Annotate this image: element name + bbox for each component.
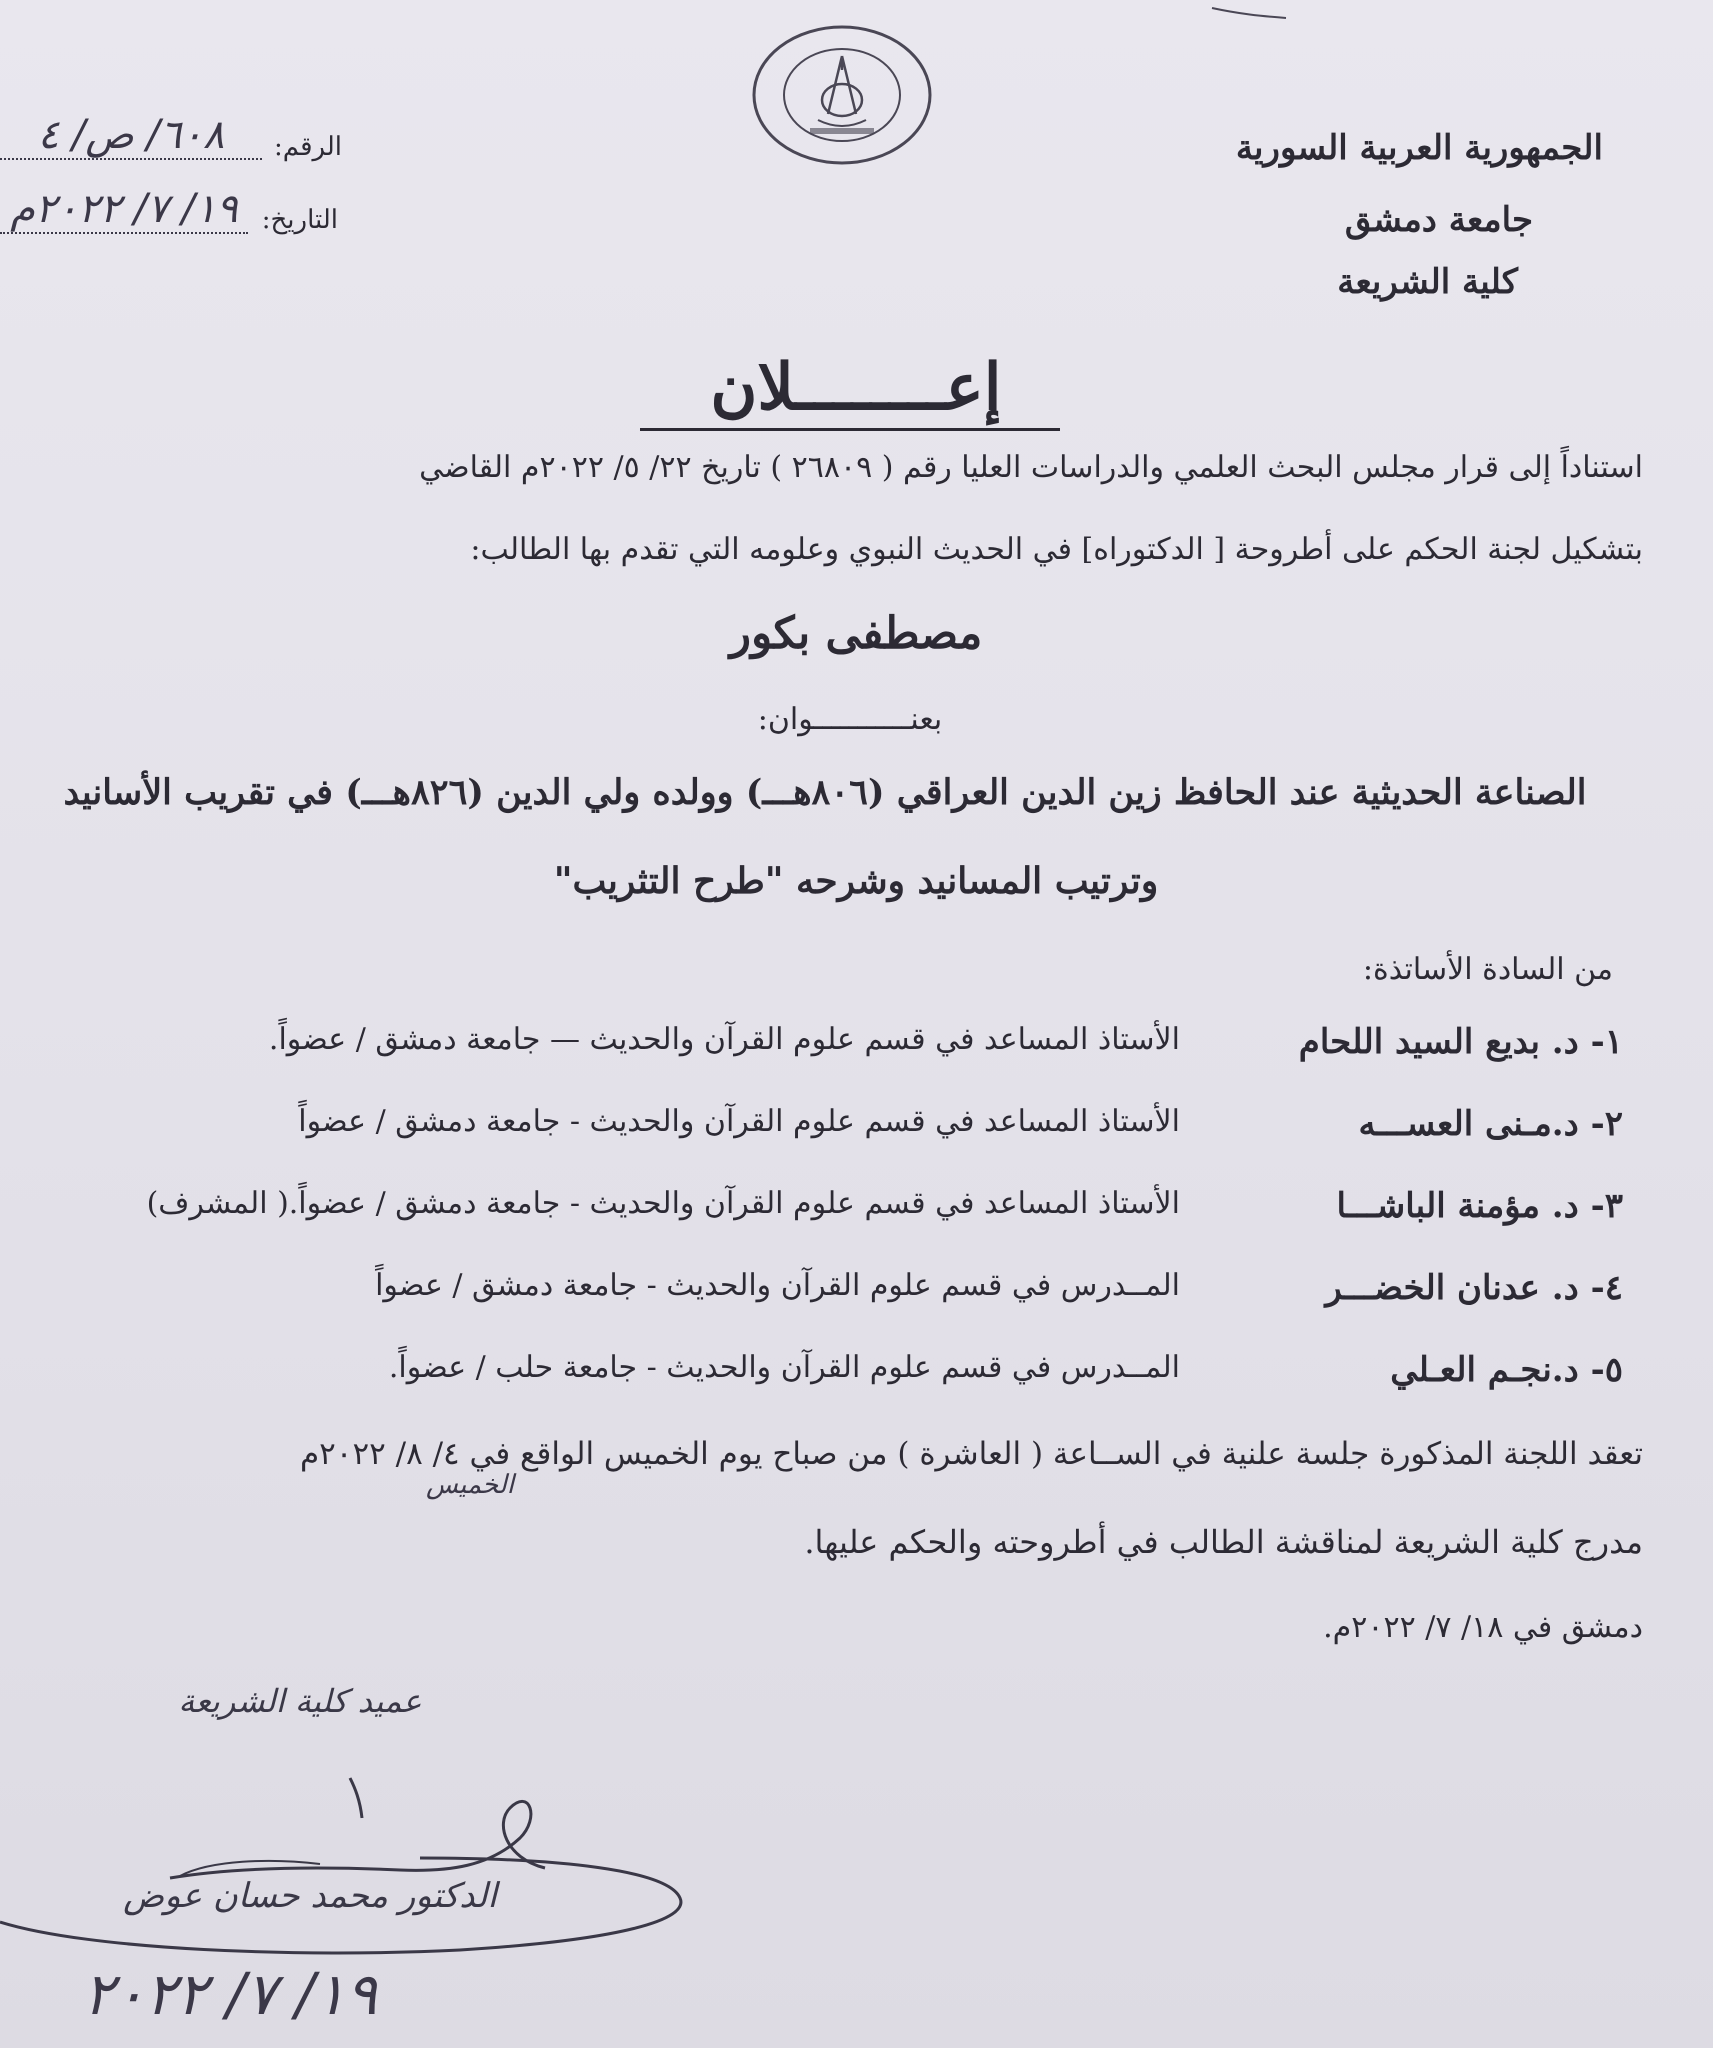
committee-member-position: الأستاذ المساعد في قسم علوم القرآن والحديث - جامعة دمشق / عضواً.( المشرف)	[146, 1186, 1180, 1221]
place-date: دمشق في ١٨/ ٧/ ٢٠٢٢م.	[1323, 1610, 1643, 1645]
thesis-title-label: بعنـــــــــــوان:	[757, 702, 943, 737]
committee-label: من السادة الأساتذة:	[1362, 952, 1613, 987]
number-value: ٦٠٨/ ص/ ٤	[0, 112, 262, 160]
committee-member-position: الأستاذ المساعد في قسم علوم القرآن والحديث - جامعة دمشق / عضواً	[298, 1104, 1180, 1139]
committee-member-position: المــدرس في قسم علوم القرآن والحديث - جامعة دمشق / عضواً	[375, 1268, 1180, 1303]
thesis-title-line-1: الصناعة الحديثية عند الحافظ زين الدين العراقي (٨٠٦هـــ) وولده ولي الدين (٨٢٦هـــ) في تقريب الأسانيد	[63, 772, 1587, 813]
student-name: مصطفى بكور	[729, 608, 983, 659]
announcement-title: إعــــــــلان	[710, 350, 1002, 425]
committee-member-position: الأستاذ المساعد في قسم علوم القرآن والحديث — جامعة دمشق / عضواً.	[268, 1022, 1180, 1057]
session-line-2: مدرج كلية الشريعة لمناقشة الطالب في أطروحته والحكم عليها.	[804, 1523, 1643, 1561]
committee-member-name: ١- د. بديع السيد اللحام	[1298, 1022, 1623, 1062]
committee-member-position: المــدرس في قسم علوم القرآن والحديث - جامعة حلب / عضواً.	[388, 1350, 1180, 1385]
dean-name: الدكتور محمد حسان عوض	[123, 1876, 497, 1916]
committee-member-name: ٤- د. عدنان الخضـــر	[1325, 1268, 1623, 1308]
handwritten-day-correction: الخميس	[426, 1470, 514, 1500]
university-logo-seal	[748, 20, 936, 170]
university-name: جامعة دمشق	[1344, 200, 1533, 240]
committee-member-name: ٢- د.مـنى العســـه	[1358, 1104, 1623, 1144]
faculty-name: كلية الشريعة	[1337, 262, 1518, 302]
session-line-1: تعقد اللجنة المذكورة جلسة علنية في الســاعة ( العاشرة ) من صباح يوم الخميس الواقع في ٤/ ٨/ ٢٠٢٢م	[299, 1436, 1643, 1472]
thesis-title-line-2: وترتيب المسانيد وشرحه "طرح التثريب"	[553, 860, 1159, 902]
country-name: الجمهورية العربية السورية	[1235, 128, 1603, 168]
date-value: ١٩/ ٧/ ٢٠٢٢م	[0, 186, 248, 234]
dean-title: عميد كلية الشريعة	[178, 1682, 422, 1720]
date-label: التاريخ:	[261, 205, 338, 235]
title-underline	[640, 428, 1060, 431]
committee-member-name: ٣- د. مؤمنة الباشـــا	[1336, 1186, 1623, 1226]
committee-member-name: ٥- د.نجـم العـلي	[1390, 1350, 1623, 1390]
handwritten-sign-date: ١٩/ ٧/ ٢٠٢٢	[82, 1960, 378, 2028]
number-label: الرقم:	[274, 132, 342, 162]
intro-line-2: بتشكيل لجنة الحكم على أطروحة [ الدكتوراه] في الحديث النبوي وعلومه التي تقدم بها الطالب:	[470, 532, 1643, 567]
pen-mark	[1210, 0, 1290, 24]
intro-line-1: استناداً إلى قرار مجلس البحث العلمي والدراسات العليا رقم ( ٢٦٨٠٩ ) تاريخ ٢٢/ ٥/ ٢٠٢٢م القاضي	[419, 450, 1643, 485]
